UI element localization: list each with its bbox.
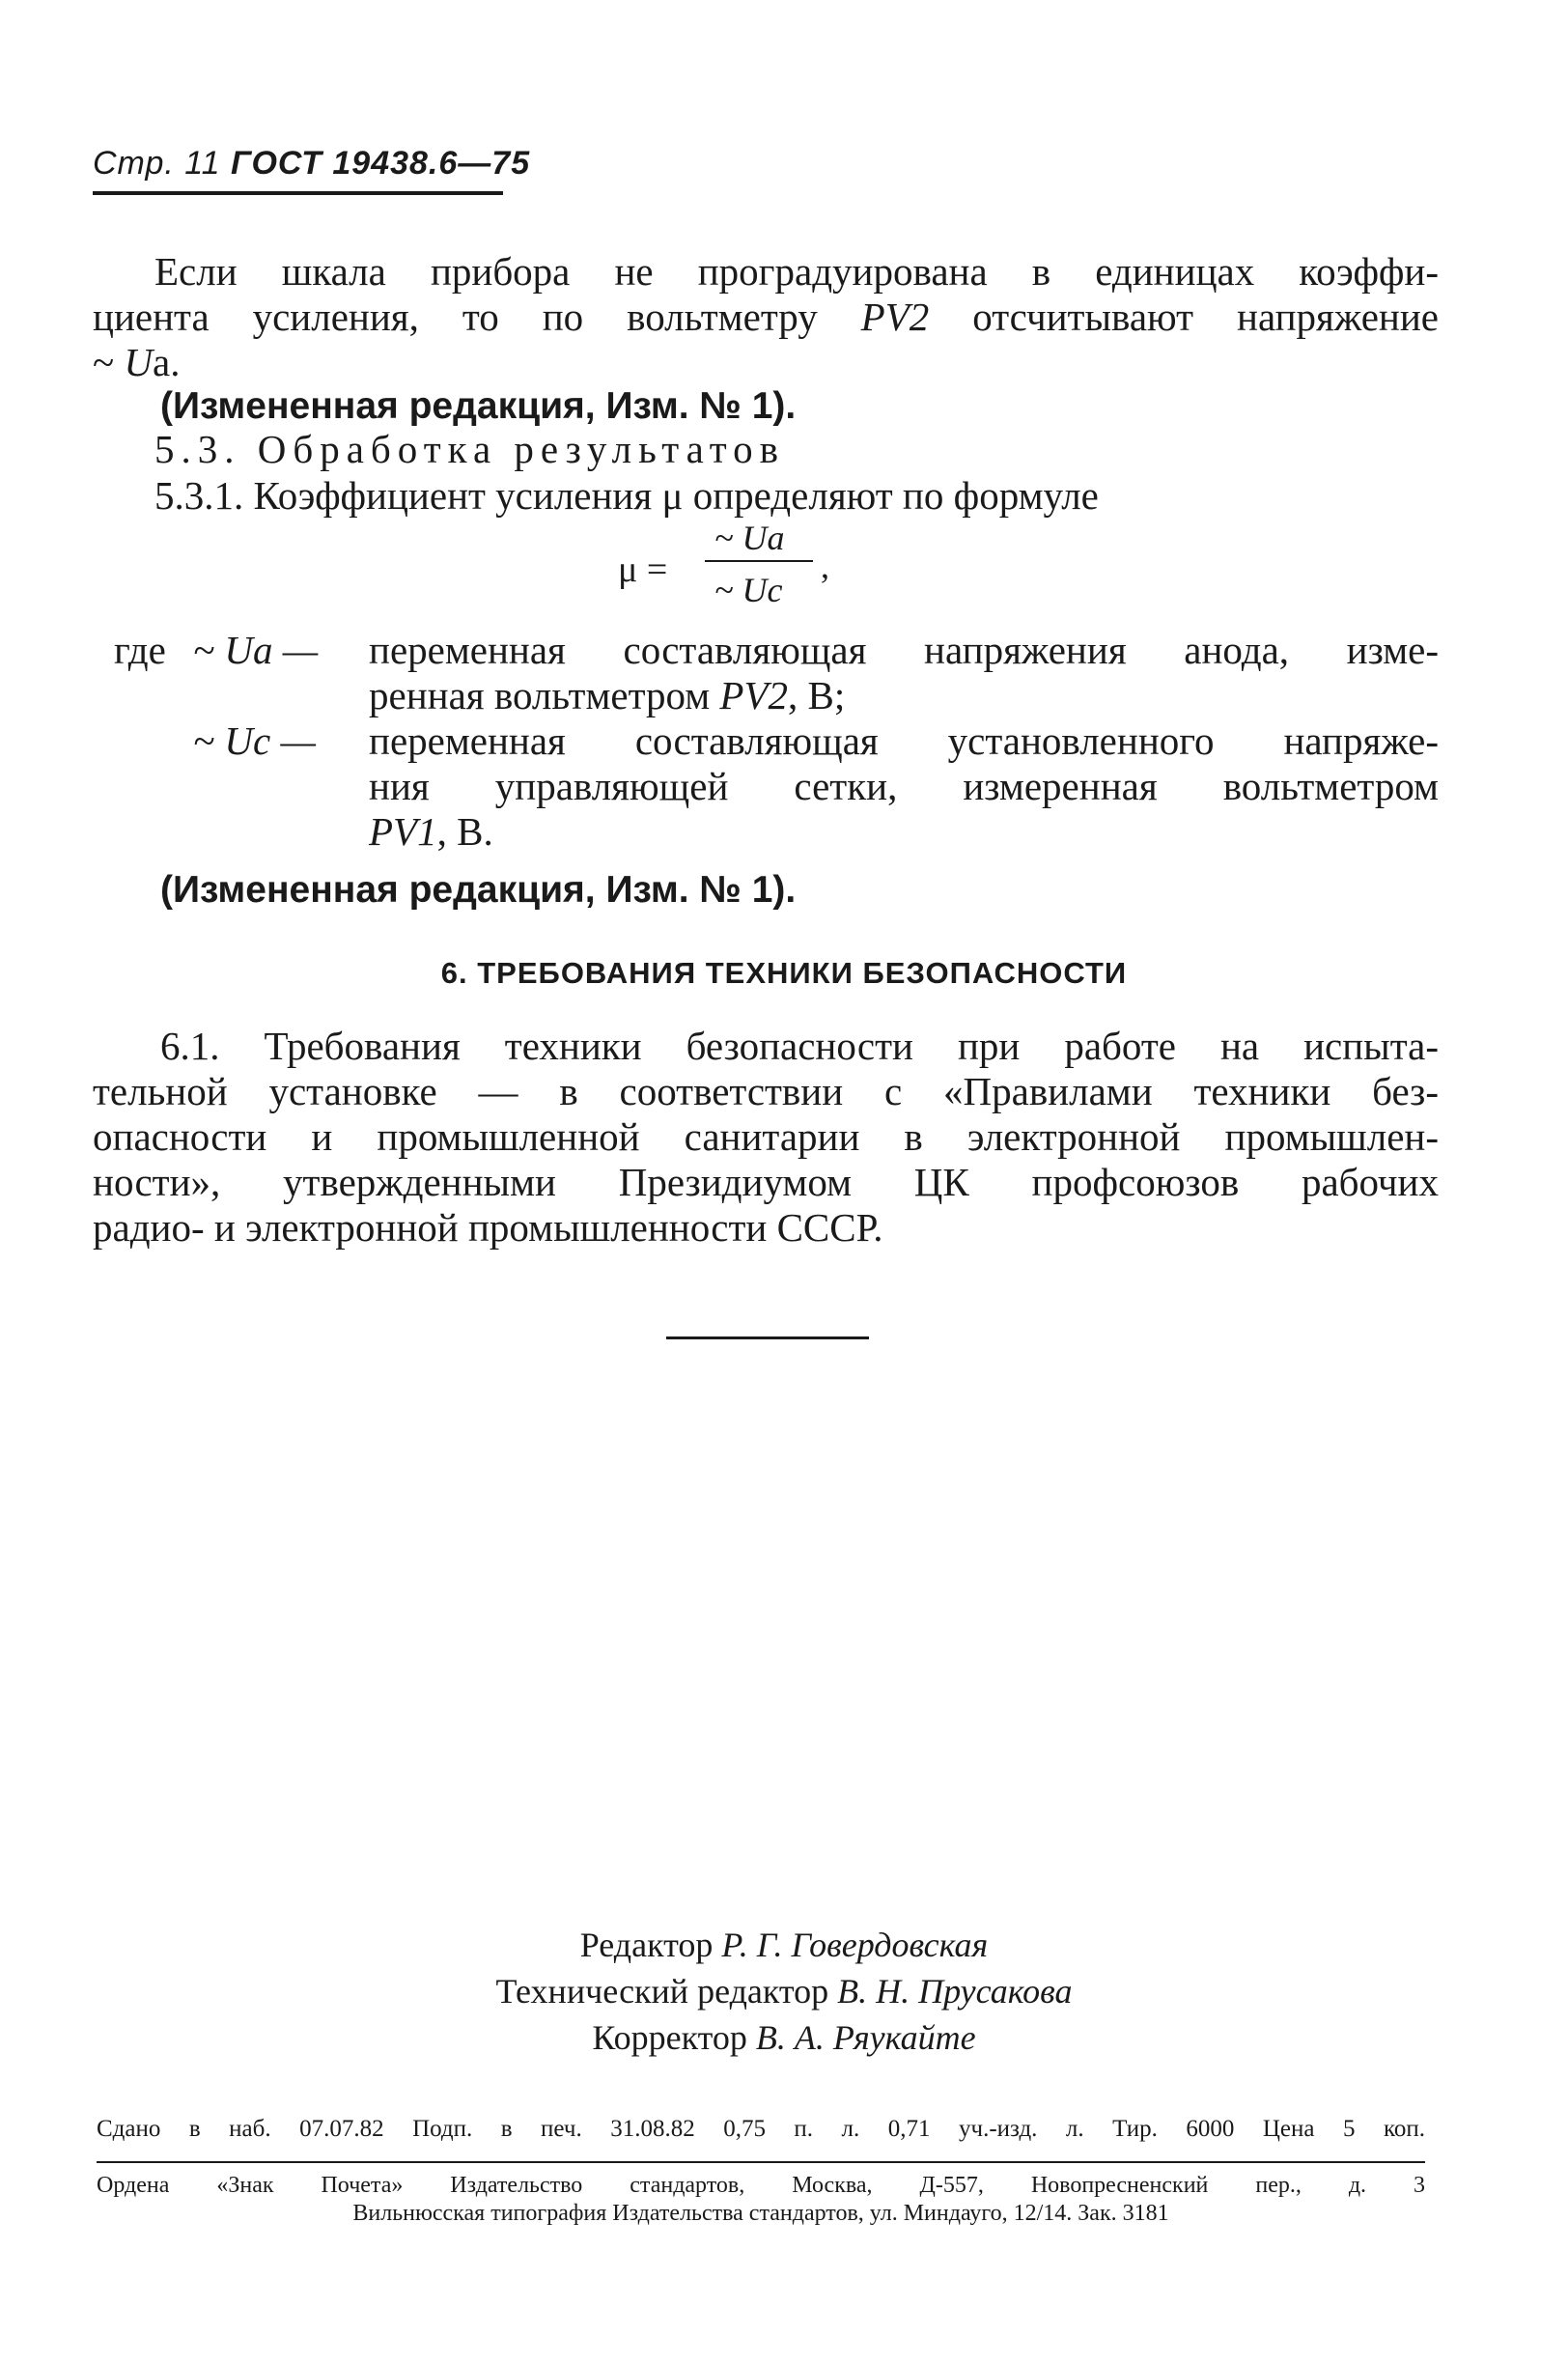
para6-line1: 6.1. Требования техники безопасности при работе на испыта- bbox=[160, 1024, 1439, 1068]
para6-line4: ности», утвержденными Президиумом ЦК профсоюзов рабочих bbox=[93, 1160, 1439, 1204]
para6-line5: радио- и электронной промышленности СССР. bbox=[93, 1205, 883, 1250]
amended-note-2: (Измененная редакция, Изм. № 1). bbox=[160, 869, 797, 911]
imprint-print-details: Сдано в наб. 07.07.82 Подп. в печ. 31.08.82 0,75 п. л. 0,71 уч.-изд. л. Тир. 6000 Цена 5 коп. bbox=[97, 2116, 1425, 2142]
page-number-label: Стр. 11 bbox=[93, 145, 221, 182]
standard-code: ГОСТ 19438.6—75 bbox=[231, 145, 531, 182]
formula-numerator: ~ Uа bbox=[714, 519, 785, 557]
imprint-publisher: Ордена «Знак Почета» Издательство стандартов, Москва, Д-557, Новопресненский пер., д. 3 bbox=[97, 2173, 1425, 2198]
def2-line3: PV1, В. bbox=[369, 809, 493, 854]
def2-line2: ния управляющей сетки, измеренная вольтметром bbox=[369, 764, 1439, 808]
formula-denominator: ~ Uс bbox=[714, 571, 783, 609]
section-5-3-1-text: 5.3.1. Коэффициент усиления μ определяют по формуле bbox=[154, 473, 1099, 518]
para6-line3: опасности и промышленной санитарии в электронной промышлен- bbox=[93, 1114, 1439, 1159]
formula-lhs: μ = bbox=[618, 549, 668, 590]
credit-technical-editor: Технический редактор В. Н. Прусакова bbox=[495, 1972, 1073, 2011]
credit-proofreader: Корректор В. А. Ряукайте bbox=[592, 2018, 976, 2057]
para1-line2: циента усиления, то по вольтметру PV2 отсчитывают напряжение bbox=[93, 295, 1439, 339]
end-of-text-rule bbox=[666, 1336, 869, 1339]
formula-comma: , bbox=[821, 547, 829, 585]
where-label: где bbox=[114, 628, 166, 672]
formula-fraction-bar bbox=[705, 560, 813, 562]
para6-line2: тельной установке — в соответствии с «Правилами техники без- bbox=[93, 1069, 1439, 1113]
imprint-printer: Вильнюсская типография Издательства стандартов, ул. Миндауго, 12/14. Зак. 3181 bbox=[352, 2201, 1169, 2226]
imprint-rule bbox=[97, 2161, 1425, 2163]
section-6-title: 6. ТРЕБОВАНИЯ ТЕХНИКИ БЕЗОПАСНОСТИ bbox=[440, 956, 1128, 990]
section-5-3-heading: 5.3. Обработка результатов bbox=[154, 427, 786, 471]
def2-line1: переменная составляющая установленного напряже- bbox=[369, 718, 1439, 763]
amended-note-1: (Измененная редакция, Изм. № 1). bbox=[160, 385, 797, 427]
para1-line1: Если шкала прибора не проградуирована в единицах коэффи- bbox=[154, 249, 1439, 294]
credit-editor: Редактор Р. Г. Говердовская bbox=[579, 1926, 989, 1964]
header-rule bbox=[93, 191, 503, 195]
para1-line3: ~ Uа. bbox=[93, 340, 181, 384]
def2-symbol: ~ Uс — bbox=[193, 718, 316, 763]
def1-symbol: ~ Uа — bbox=[193, 628, 319, 672]
def1-line1: переменная составляющая напряжения анода, изме- bbox=[369, 628, 1439, 672]
page-header bbox=[93, 145, 530, 183]
def1-line2: ренная вольтметром PV2, В; bbox=[369, 673, 846, 717]
